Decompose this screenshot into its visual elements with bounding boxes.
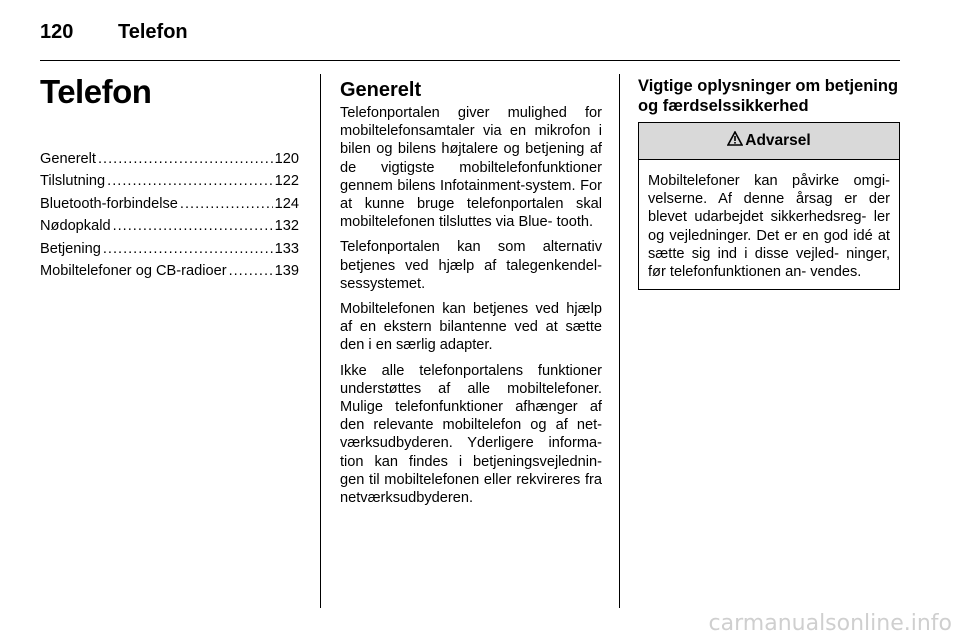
toc-entry-label: Bluetooth-forbindelse <box>40 195 178 212</box>
toc-leader-dots <box>103 238 273 260</box>
subsection-title: Vigtige oplysninger om betjening og færdselssikkerhed <box>638 77 899 115</box>
toc-entry[interactable] <box>40 215 299 237</box>
toc-leader-dots <box>98 148 273 170</box>
toc-entry[interactable] <box>40 193 299 215</box>
toc-entry-label: Betjening <box>40 240 101 257</box>
toc-leader-dots <box>229 260 273 282</box>
warning-label: Advarsel <box>745 132 811 149</box>
warning-text: Mobiltelefoner kan påvirke omgi- velserne. Af denne årsag er der blevet udarbejdet sikkerhedsreg- ler og vejledninger. Det er en god idé at sætte sig ind i disse vejled- ninger, før telefonfunktionen an- vendes. <box>648 173 890 281</box>
body-paragraph: Ikke alle telefonportalens funktioner understøttes af alle mobiltelefoner. Mulige telefonfunktioner afhænger af den relevante mobiltelefon og af net- værksudbyderen. Yderligere informa- tion kan findes i betjeningsvejlednin- gen til mobiltelefonen eller rekvireres fra netværksudbyderen. <box>340 362 602 507</box>
toc-entry-page: 120 <box>274 151 299 167</box>
toc-entry-page: 139 <box>274 263 299 280</box>
body-paragraph: Telefonportalen kan som alternativ betjenes ved hjælp af talegenkendel- sessystemet. <box>340 239 602 292</box>
toc-leader-dots <box>180 193 273 215</box>
safety-section <box>638 72 900 290</box>
chapter-title: Telefon <box>40 73 152 110</box>
toc-entry-page: 122 <box>274 173 299 190</box>
warning-triangle-icon <box>727 131 743 151</box>
body-paragraph: Mobiltelefonen kan betjenes ved hjælp af en ekstern bilantenne ved at sætte den i en særlig adapter. <box>340 301 602 354</box>
toc-entry[interactable] <box>40 148 299 170</box>
toc-entry-label: Nødopkald <box>40 218 111 235</box>
warning-box <box>638 122 900 290</box>
column-divider-2 <box>619 74 620 608</box>
toc-entry-page: 133 <box>274 240 299 257</box>
table-of-contents <box>40 148 299 282</box>
column-divider-1 <box>320 74 321 608</box>
toc-entry[interactable] <box>40 260 299 282</box>
toc-entry-label: Tilslutning <box>40 173 106 190</box>
header-rule <box>40 60 900 61</box>
page-number: 120 <box>40 20 74 43</box>
section-title: Generelt <box>340 79 422 101</box>
general-section <box>340 72 602 514</box>
toc-column <box>40 72 299 282</box>
page-header <box>40 18 188 46</box>
toc-entry-label: Mobiltelefoner og CB-radioer <box>40 263 227 280</box>
watermark: carmanualsonline.info <box>708 611 952 636</box>
warning-header <box>639 123 899 160</box>
toc-leader-dots <box>113 215 273 237</box>
toc-entry[interactable] <box>40 170 299 192</box>
toc-leader-dots <box>107 170 272 192</box>
toc-entry[interactable] <box>40 238 299 260</box>
toc-entry-page: 132 <box>274 218 299 235</box>
body-paragraph: Telefonportalen giver mulighed for mobiltelefonsamtaler via en mikrofon i bilen og bilens højtalere og betjening af de vigtigste mobiltelefonfunktioner gennem bilens Infotainment-system. For at kunne bruge telefonportalen skal mobiltelefonen tilsluttes via Blue- tooth. <box>340 105 602 231</box>
running-title: Telefon <box>118 20 188 43</box>
toc-entry-label: Generelt <box>40 151 96 167</box>
toc-entry-page: 124 <box>274 195 299 212</box>
